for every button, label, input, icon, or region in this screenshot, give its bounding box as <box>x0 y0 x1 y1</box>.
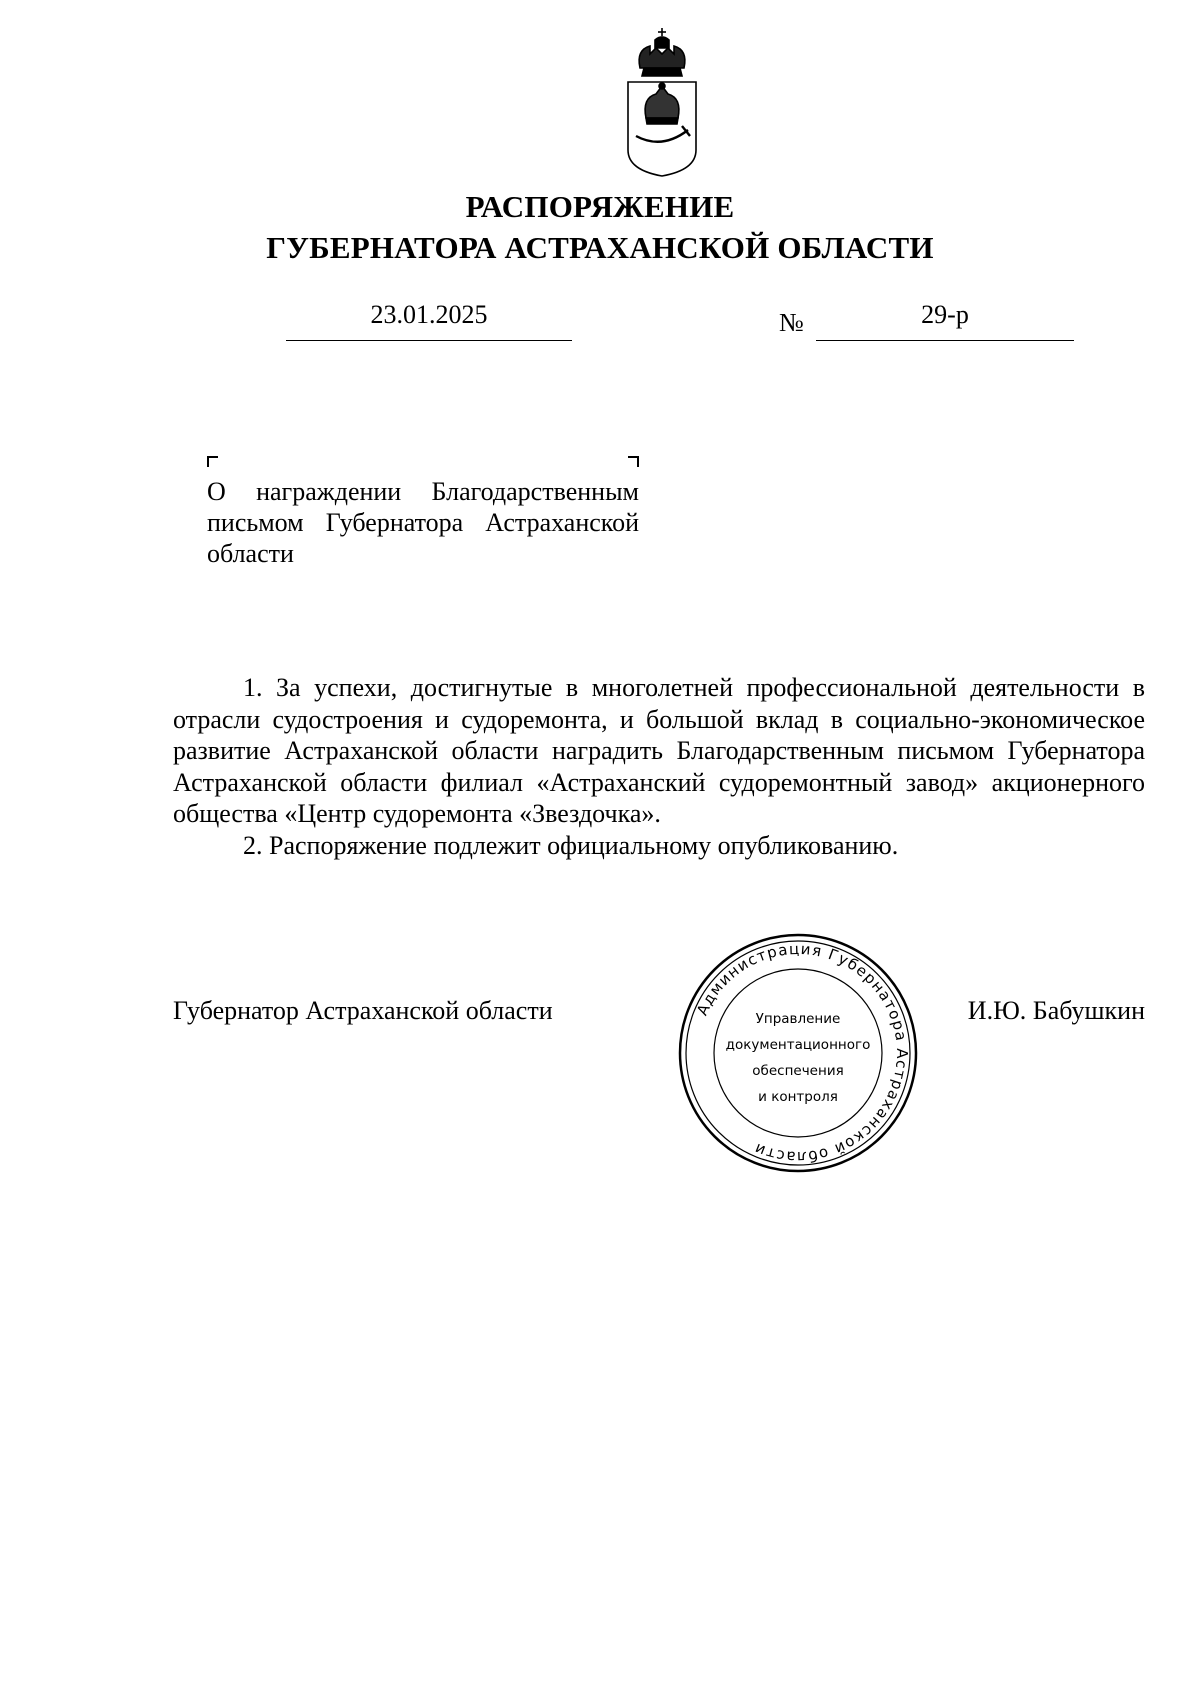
stamp-center-line1: Управление <box>755 1011 841 1027</box>
date-underline <box>286 340 572 341</box>
document-title-line1: РАСПОРЯЖЕНИЕ <box>465 189 735 224</box>
stamp-inner-ring <box>714 969 882 1137</box>
number-underline <box>816 340 1074 341</box>
document-title-line2: ГУБЕРНАТОРА АСТРАХАНСКОЙ ОБЛАСТИ <box>266 230 934 265</box>
stamp-outer-text: Администрация Губернатора Астраханской области <box>693 939 912 1167</box>
coat-of-arms-icon <box>622 26 702 180</box>
stamp-center-line2: документационного <box>725 1037 871 1053</box>
document-body <box>173 672 1145 862</box>
document-number: 29-р <box>921 300 969 329</box>
signature-position: Губернатор Астраханской области <box>173 996 553 1025</box>
document-subject: О награждении Благодарственным письмом Губернатора Астраханской области <box>207 477 639 568</box>
body-paragraph-1: 1. За успехи, достигнутые в многолетней профессиональной деятельности в отрасли судостроения и судоремонта, и большой вклад в социально-экономическое развитие Астраханской области наградить Благодарственным письмом Губернатора Астраханской области филиал «Астраханский судоремонтный завод» акционерного общества «Центр судоремонта «Звездочка». <box>173 673 1145 829</box>
body-paragraph-2: 2. Распоряжение подлежит официальному опубликованию. <box>243 830 899 860</box>
subject-corner-right <box>628 456 639 467</box>
stamp-center-line4: и контроля <box>758 1089 838 1105</box>
stamp-outer-ring <box>680 935 916 1171</box>
official-stamp <box>676 931 920 1175</box>
stamp-center-line3: обеспечения <box>752 1063 844 1079</box>
signature-name: И.Ю. Бабушкин <box>967 996 1145 1025</box>
document-date: 23.01.2025 <box>370 300 488 329</box>
number-sign: № <box>779 308 804 337</box>
subject-corner-left <box>207 456 218 467</box>
